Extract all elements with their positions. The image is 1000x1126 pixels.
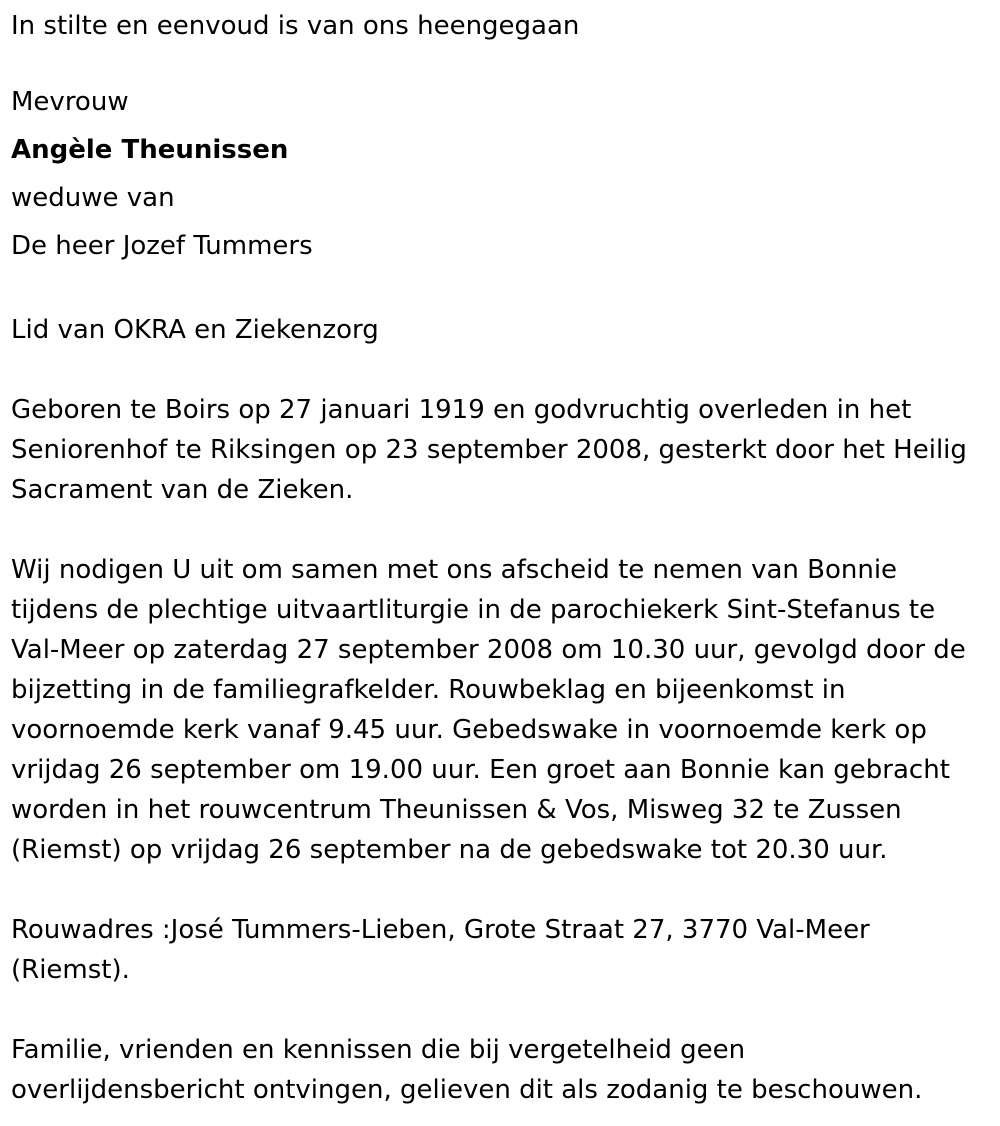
ceremony-line: bijzetting in de familiegrafkelder. Rouwbeklag en bijeenkomst in	[11, 675, 846, 705]
membership-text: Lid van OKRA en Ziekenzorg	[11, 315, 379, 345]
deceased-name: Angèle Theunissen	[11, 135, 289, 165]
deceased-section	[11, 78, 1000, 270]
spouse-name: De heer Jozef Tummers	[11, 231, 313, 261]
closing-line: Familie, vrienden en kennissen die bij vergetelheid geen	[11, 1035, 746, 1065]
address-line: (Riemst).	[11, 955, 130, 985]
ceremony-line: Wij nodigen U uit om samen met ons afscheid te nemen van Bonnie	[11, 555, 898, 585]
ceremony-line: (Riemst) op vrijdag 26 september na de gebedswake tot 20.30 uur.	[11, 835, 888, 865]
birth-death-line: Sacrament van de Zieken.	[11, 475, 354, 505]
closing-paragraph	[11, 1030, 1000, 1110]
relation-text: weduwe van	[11, 183, 175, 213]
address-line: Rouwadres :José Tummers-Lieben, Grote Straat 27, 3770 Val-Meer	[11, 915, 870, 945]
mourning-address-paragraph	[11, 910, 1000, 990]
title-prefix: Mevrouw	[11, 87, 129, 117]
ceremony-line: tijdens de plechtige uitvaartliturgie in de parochiekerk Sint-Stefanus te	[11, 595, 936, 625]
ceremony-line: vrijdag 26 september om 19.00 uur. Een groet aan Bonnie kan gebracht	[11, 755, 950, 785]
intro-text: In stilte en eenvoud is van ons heengegaan	[11, 11, 580, 41]
ceremony-paragraph	[11, 550, 1000, 870]
closing-line: overlijdensbericht ontvingen, gelieven dit als zodanig te beschouwen.	[11, 1075, 923, 1105]
birth-death-line: Seniorenhof te Riksingen op 23 september 2008, gesterkt door het Heilig	[11, 435, 967, 465]
ceremony-line: Val-Meer op zaterdag 27 september 2008 om 10.30 uur, gevolgd door de	[11, 635, 966, 665]
ceremony-line: voornoemde kerk vanaf 9.45 uur. Gebedswake in voornoemde kerk op	[11, 715, 927, 745]
birth-death-paragraph	[11, 390, 1000, 510]
ceremony-line: worden in het rouwcentrum Theunissen & Vos, Misweg 32 te Zussen	[11, 795, 902, 825]
birth-death-line: Geboren te Boirs op 27 januari 1919 en godvruchtig overleden in het	[11, 395, 912, 425]
